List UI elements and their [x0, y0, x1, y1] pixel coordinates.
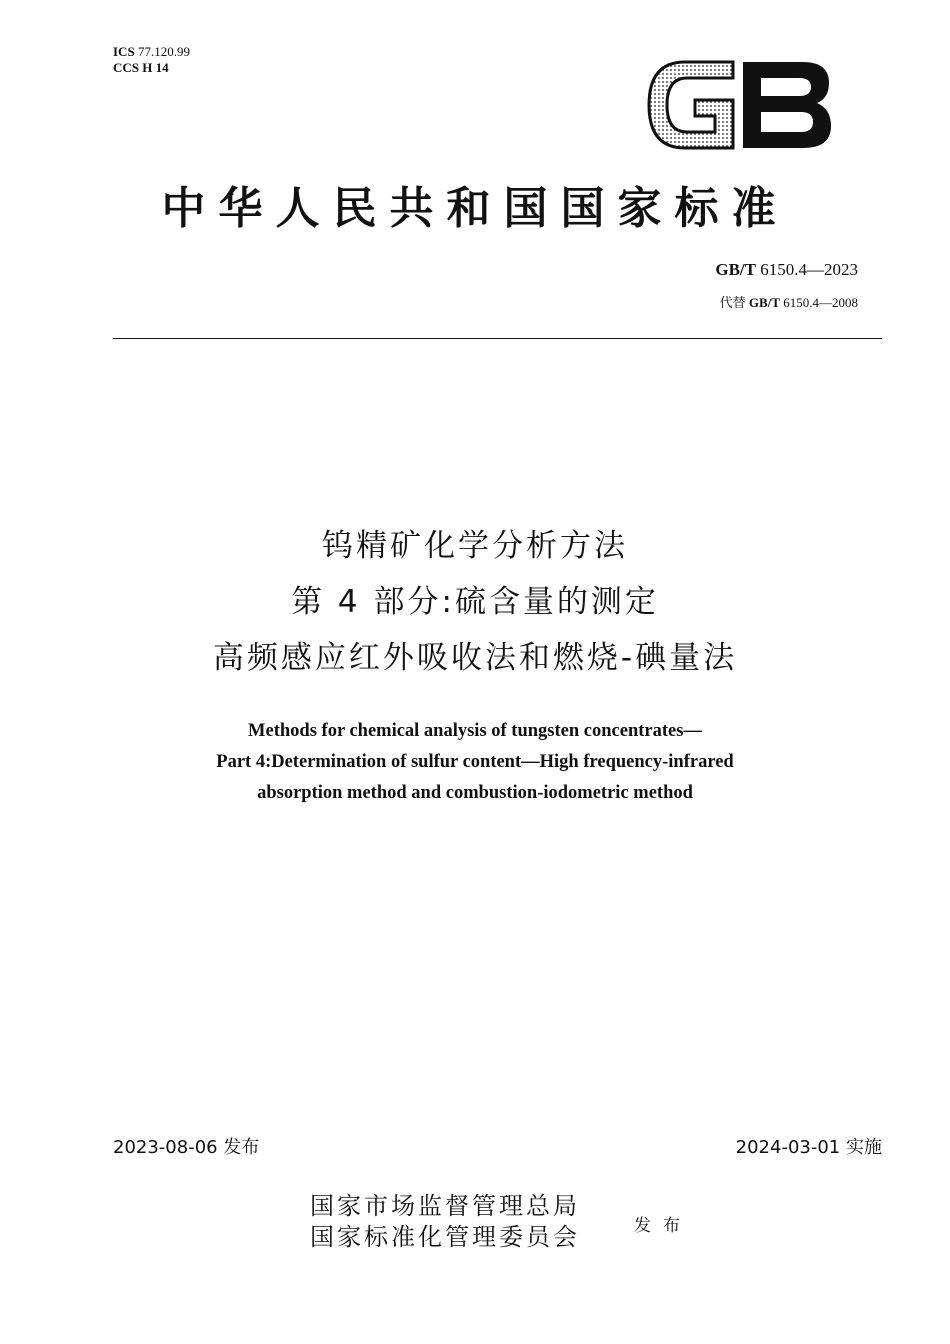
standard-category-title: 中华人民共和国国家标准: [161, 183, 789, 234]
standard-number-value: 6150.4—2023: [760, 260, 858, 279]
ics-value: 77.120.99: [137, 44, 190, 59]
replaces-number: 6150.4—2008: [783, 295, 858, 310]
issuer-org-2: 国家标准化管理委员会: [310, 1223, 580, 1251]
chinese-title-line-2: 第 4 部分:硫含量的测定: [291, 584, 659, 620]
chinese-title-line-3: 高频感应红外吸收法和燃烧-碘量法: [212, 640, 738, 676]
chinese-title-line-1: 钨精矿化学分析方法: [322, 528, 628, 564]
standard-number: [715, 260, 858, 280]
implementation-date: 2024-03-01 实施: [735, 1137, 882, 1158]
issue-date: 2023-08-06 发布: [113, 1137, 260, 1158]
english-title-line-1: Methods for chemical analysis of tungsten concentrates—: [248, 721, 702, 741]
replaces-label: 代替: [719, 295, 746, 310]
issuing-authorities: [310, 1191, 580, 1253]
classification-codes: [113, 44, 190, 76]
ics-code: [113, 44, 190, 60]
replaces-standard: [720, 292, 858, 311]
english-title: [0, 716, 950, 809]
issuer-org-1: 国家市场监督管理总局: [310, 1192, 580, 1220]
ccs-label: CCS: [113, 60, 140, 75]
ics-label: ICS: [113, 44, 135, 59]
english-title-line-3: absorption method and combustion-iodometric method: [257, 783, 693, 803]
ccs-value: H 14: [142, 60, 169, 75]
standard-number-prefix: GB/T: [715, 260, 756, 279]
ccs-code: [113, 60, 190, 76]
english-title-line-2: Part 4:Determination of sulfur content—High frequency-infrared: [216, 752, 734, 772]
replaces-prefix: GB/T: [748, 295, 780, 310]
gb-logo-icon: [645, 56, 835, 154]
header-divider: [113, 338, 882, 339]
issue-word: 发布: [634, 1216, 692, 1236]
chinese-title: [0, 518, 950, 686]
